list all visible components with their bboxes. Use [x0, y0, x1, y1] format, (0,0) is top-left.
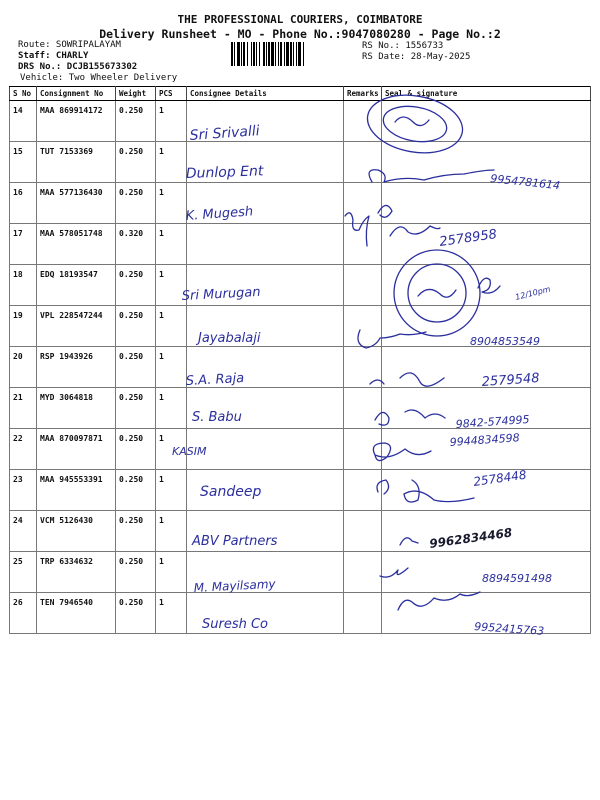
cell-remarks	[344, 265, 382, 306]
runsheet-subtitle: Delivery Runsheet - MO - Phone No.:9047080280 - Page No.:2	[99, 27, 501, 41]
cell-seal	[382, 101, 591, 142]
cell-weight: 0.250	[116, 388, 156, 429]
cell-sno: 15	[10, 142, 37, 183]
col-remarks: Remarks	[344, 87, 382, 101]
cell-pcs: 1	[156, 183, 187, 224]
rs-date: RS Date: 28-May-2025	[362, 52, 471, 62]
table-row	[10, 511, 591, 552]
table-row	[10, 388, 591, 429]
handwritten-consignee: S.A. Raja	[185, 370, 245, 389]
cell-consignment: RSP 1943926	[37, 347, 116, 388]
handwritten-phone: 9944834598	[449, 431, 521, 449]
cell-remarks	[344, 101, 382, 142]
cell-pcs: 1	[156, 470, 187, 511]
cell-sno: 17	[10, 224, 37, 265]
col-pcs: PCS	[156, 87, 187, 101]
handwritten-consignee: Jayabalaji	[198, 331, 261, 346]
cell-weight: 0.250	[116, 429, 156, 470]
cell-consignee	[187, 265, 344, 306]
table-row	[10, 101, 591, 142]
table-row	[10, 347, 591, 388]
cell-seal	[382, 142, 591, 183]
cell-seal	[382, 183, 591, 224]
table-row	[10, 470, 591, 511]
table-row	[10, 306, 591, 347]
cell-consignment: MAA 870097871	[37, 429, 116, 470]
cell-weight: 0.250	[116, 593, 156, 634]
drs-number	[18, 62, 137, 72]
cell-seal	[382, 467, 591, 511]
drs-label: DRS No.:	[18, 62, 62, 72]
cell-weight: 0.250	[116, 347, 156, 388]
cell-seal	[382, 429, 591, 470]
cell-consignment: MAA 577136430	[37, 183, 116, 224]
cell-sno: 20	[10, 347, 37, 388]
drs-value: DCJB155673302	[66, 62, 138, 72]
cell-sno: 24	[10, 511, 37, 552]
cell-remarks	[344, 552, 382, 593]
cell-consignee	[187, 470, 344, 511]
cell-consignee	[187, 388, 344, 429]
cell-consignment: TUT 7153369	[37, 142, 116, 183]
cell-pcs: 1	[156, 224, 187, 265]
cell-consignee	[187, 306, 344, 347]
cell-consignment: MAA 869914172	[37, 101, 116, 142]
cell-seal	[382, 593, 591, 634]
col-consignee: Consignee Details	[187, 87, 344, 101]
table-row	[10, 224, 591, 265]
cell-weight: 0.250	[116, 265, 156, 306]
delivery-table	[9, 86, 591, 634]
table-row	[10, 429, 591, 470]
cell-remarks	[344, 593, 382, 634]
table-header-row	[10, 87, 591, 101]
cell-weight: 0.250	[116, 183, 156, 224]
cell-sno: 18	[10, 265, 37, 306]
cell-pcs: 1	[156, 142, 187, 183]
cell-sno: 16	[10, 183, 37, 224]
cell-weight: 0.250	[116, 511, 156, 552]
cell-consignment: MAA 578051748	[37, 224, 116, 265]
vehicle-label: Vehicle: Two Wheeler Delivery	[20, 73, 178, 83]
cell-consignee	[187, 429, 344, 470]
cell-sno: 19	[10, 306, 37, 347]
cell-pcs: 1	[156, 429, 187, 470]
cell-pcs: 1	[156, 511, 187, 552]
cell-consignment: TRP 6334632	[37, 552, 116, 593]
cell-sno: 25	[10, 552, 37, 593]
handwritten-consignee: Sri Murugan	[181, 284, 261, 304]
cell-seal	[382, 511, 591, 552]
cell-consignment: MYD 3064818	[37, 388, 116, 429]
cell-remarks	[344, 470, 382, 511]
col-consignment: Consignment No	[37, 87, 116, 101]
cell-consignee	[187, 183, 344, 224]
cell-consignment: TEN 7946540	[37, 593, 116, 634]
handwritten-phone: 9842-574995	[455, 412, 530, 431]
handwritten-phone: 8904853549	[470, 335, 540, 348]
cell-consignee	[187, 142, 344, 183]
cell-remarks	[344, 429, 382, 470]
handwritten-consignee: M. Mayilsamy	[193, 576, 276, 595]
handwritten-phone: 12/10pm	[514, 284, 552, 302]
barcode-bar	[304, 42, 305, 66]
cell-pcs: 1	[156, 552, 187, 593]
cell-weight: 0.320	[116, 224, 156, 265]
handwritten-phone: 9962834468	[428, 525, 514, 551]
cell-consignee	[187, 347, 344, 388]
cell-remarks	[344, 347, 382, 388]
table-row	[10, 552, 591, 593]
cell-weight: 0.250	[116, 470, 156, 511]
handwritten-consignee: Sandeep	[200, 484, 262, 500]
handwritten-phone: 2578958	[438, 227, 498, 250]
cell-seal	[382, 552, 591, 593]
cell-weight: 0.250	[116, 142, 156, 183]
cell-consignee	[187, 593, 344, 634]
cell-weight: 0.250	[116, 101, 156, 142]
col-weight: Weight	[116, 87, 156, 101]
cell-sno: 14	[10, 101, 37, 142]
cell-weight: 0.250	[116, 306, 156, 347]
staff-label: Staff: CHARLY	[18, 51, 89, 61]
handwritten-consignee: Suresh Co	[202, 617, 269, 632]
company-title: THE PROFESSIONAL COURIERS, COIMBATORE	[177, 13, 423, 26]
cell-pcs: 1	[156, 101, 187, 142]
cell-consignment: VCM 5126430	[37, 511, 116, 552]
cell-sno: 26	[10, 593, 37, 634]
cell-pcs: 1	[156, 306, 187, 347]
rs-number: RS No.: 1556733	[362, 41, 444, 51]
cell-pcs: 1	[156, 265, 187, 306]
handwritten-consignee: S. Babu	[192, 410, 242, 425]
cell-consignee	[187, 224, 344, 265]
table-row	[10, 593, 591, 634]
barcode	[231, 42, 357, 66]
cell-seal	[382, 388, 591, 429]
table-row	[10, 142, 591, 183]
handwritten-consignee: K. Mugesh	[185, 204, 254, 224]
cell-weight: 0.250	[116, 552, 156, 593]
cell-consignment: VPL 228547244	[37, 306, 116, 347]
cell-pcs: 1	[156, 593, 187, 634]
handwritten-consignee: Sri Srivalli	[189, 123, 261, 144]
cell-consignment: EDQ 18193547	[37, 265, 116, 306]
handwritten-phone: 9952415763	[473, 620, 545, 638]
cell-remarks	[344, 224, 382, 265]
cell-consignment: MAA 945553391	[37, 470, 116, 511]
cell-seal	[382, 347, 591, 388]
cell-remarks	[344, 183, 382, 224]
cell-remarks	[344, 142, 382, 183]
cell-remarks	[344, 388, 382, 429]
table-row	[10, 265, 591, 306]
cell-sno: 23	[10, 470, 37, 511]
cell-sno: 22	[10, 429, 37, 470]
cell-pcs: 1	[156, 388, 187, 429]
route-label: Route: SOWRIPALAYAM	[18, 40, 121, 50]
handwritten-consignee: Dunlop Ent	[185, 163, 264, 182]
cell-sno: 21	[10, 388, 37, 429]
handwritten-phone: 9954781614	[489, 172, 561, 193]
handwritten-consignee: ABV Partners	[192, 534, 278, 549]
cell-seal	[382, 306, 591, 347]
cell-pcs: 1	[156, 347, 187, 388]
cell-consignee	[187, 511, 344, 552]
cell-seal	[382, 224, 591, 265]
table-row	[10, 183, 591, 224]
handwritten-consignee: KASIM	[172, 445, 207, 458]
cell-consignee	[187, 101, 344, 142]
col-sno: S No	[10, 87, 37, 101]
col-seal-signature: Seal & signature	[382, 87, 591, 101]
cell-remarks	[344, 511, 382, 552]
cell-seal	[382, 265, 591, 306]
handwritten-phone: 8894591498	[482, 572, 552, 585]
handwritten-phone: 2578448	[472, 467, 528, 489]
cell-remarks	[344, 306, 382, 347]
handwritten-phone: 2579548	[481, 370, 541, 390]
cell-consignee	[187, 552, 344, 593]
